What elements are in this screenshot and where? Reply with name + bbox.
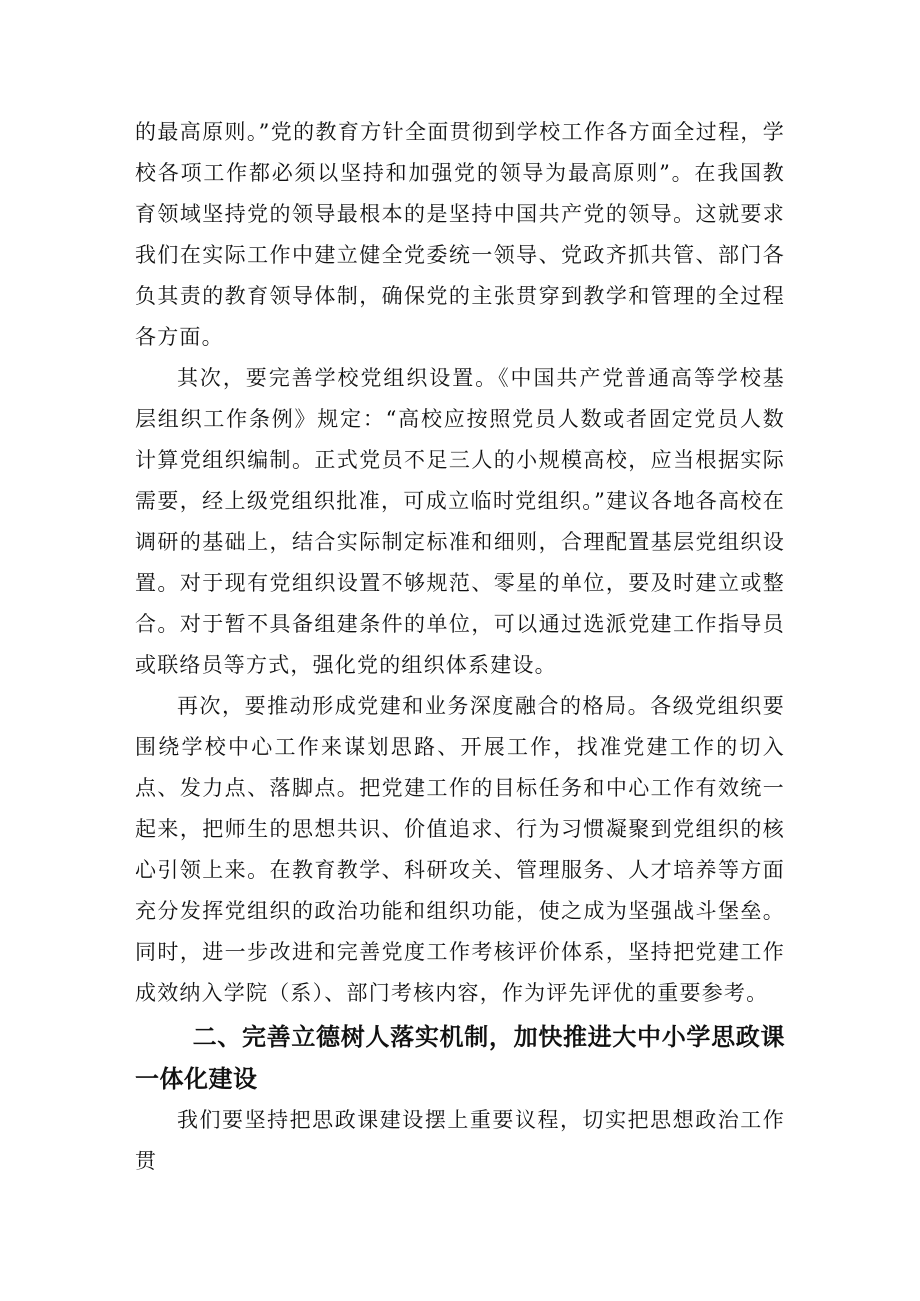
section-heading: 二、完善立德树人落实机制，加快推进大中小学思政课一体化建设 [135, 1023, 785, 1093]
paragraph-third: 再次，要推动形成党建和业务深度融合的格局。各级党组织要围绕学校中心工作来谋划思路、开展工作，找准党建工作的切入点、发力点、落脚点。把党建工作的目标任务和中心工作有效统一起来，把师生的思想共识、价值追求、行为习惯凝聚到党组织的核心引领上来。在教育教学、科研攻关、管理服务、人才培养等方面充分发挥党组织的政治功能和组织功能，使之成为坚强战斗堡垒。同时，进一步改进和完善党度工作考核评价体系，坚持把党建工作成效纳入学院（系）、部门考核内容，作为评先评优的重要参考。 [135, 694, 785, 1005]
paragraph-closing: 我们要坚持把思政课建设摆上重要议程，切实把思想政治工作贯 [135, 1108, 785, 1173]
document-body [135, 112, 785, 1182]
paragraph-second: 其次，要完善学校党组织设置。《中国共产党普通高等学校基层组织工作条例》规定：“高校应按照党员人数或者固定党员人数计算党组织编制。正式党员不足三人的小规模高校，应当根据实际需要，经上级党组织批准，可成立临时党组织。”建议各地各高校在调研的基础上，结合实际制定标准和细则，合理配置基层党组织设置。对于现有党组织设置不够规范、零星的单位，要及时建立或整合。对于暂不具备组建条件的单位，可以通过选派党建工作指导员或联络员等方式，强化党的组织体系建设。 [135, 366, 785, 677]
paragraph-continued: 的最高原则。”党的教育方针全面贯彻到学校工作各方面全过程，学校各项工作都必须以坚持和加强党的领导为最高原则”。在我国教育领域坚持党的领导最根本的是坚持中国共产党的领导。这就要求我们在实际工作中建立健全党委统一领导、党政齐抓共管、部门各负其责的教育领导体制，确保党的主张贯穿到教学和管理的全过程各方面。 [135, 120, 785, 349]
